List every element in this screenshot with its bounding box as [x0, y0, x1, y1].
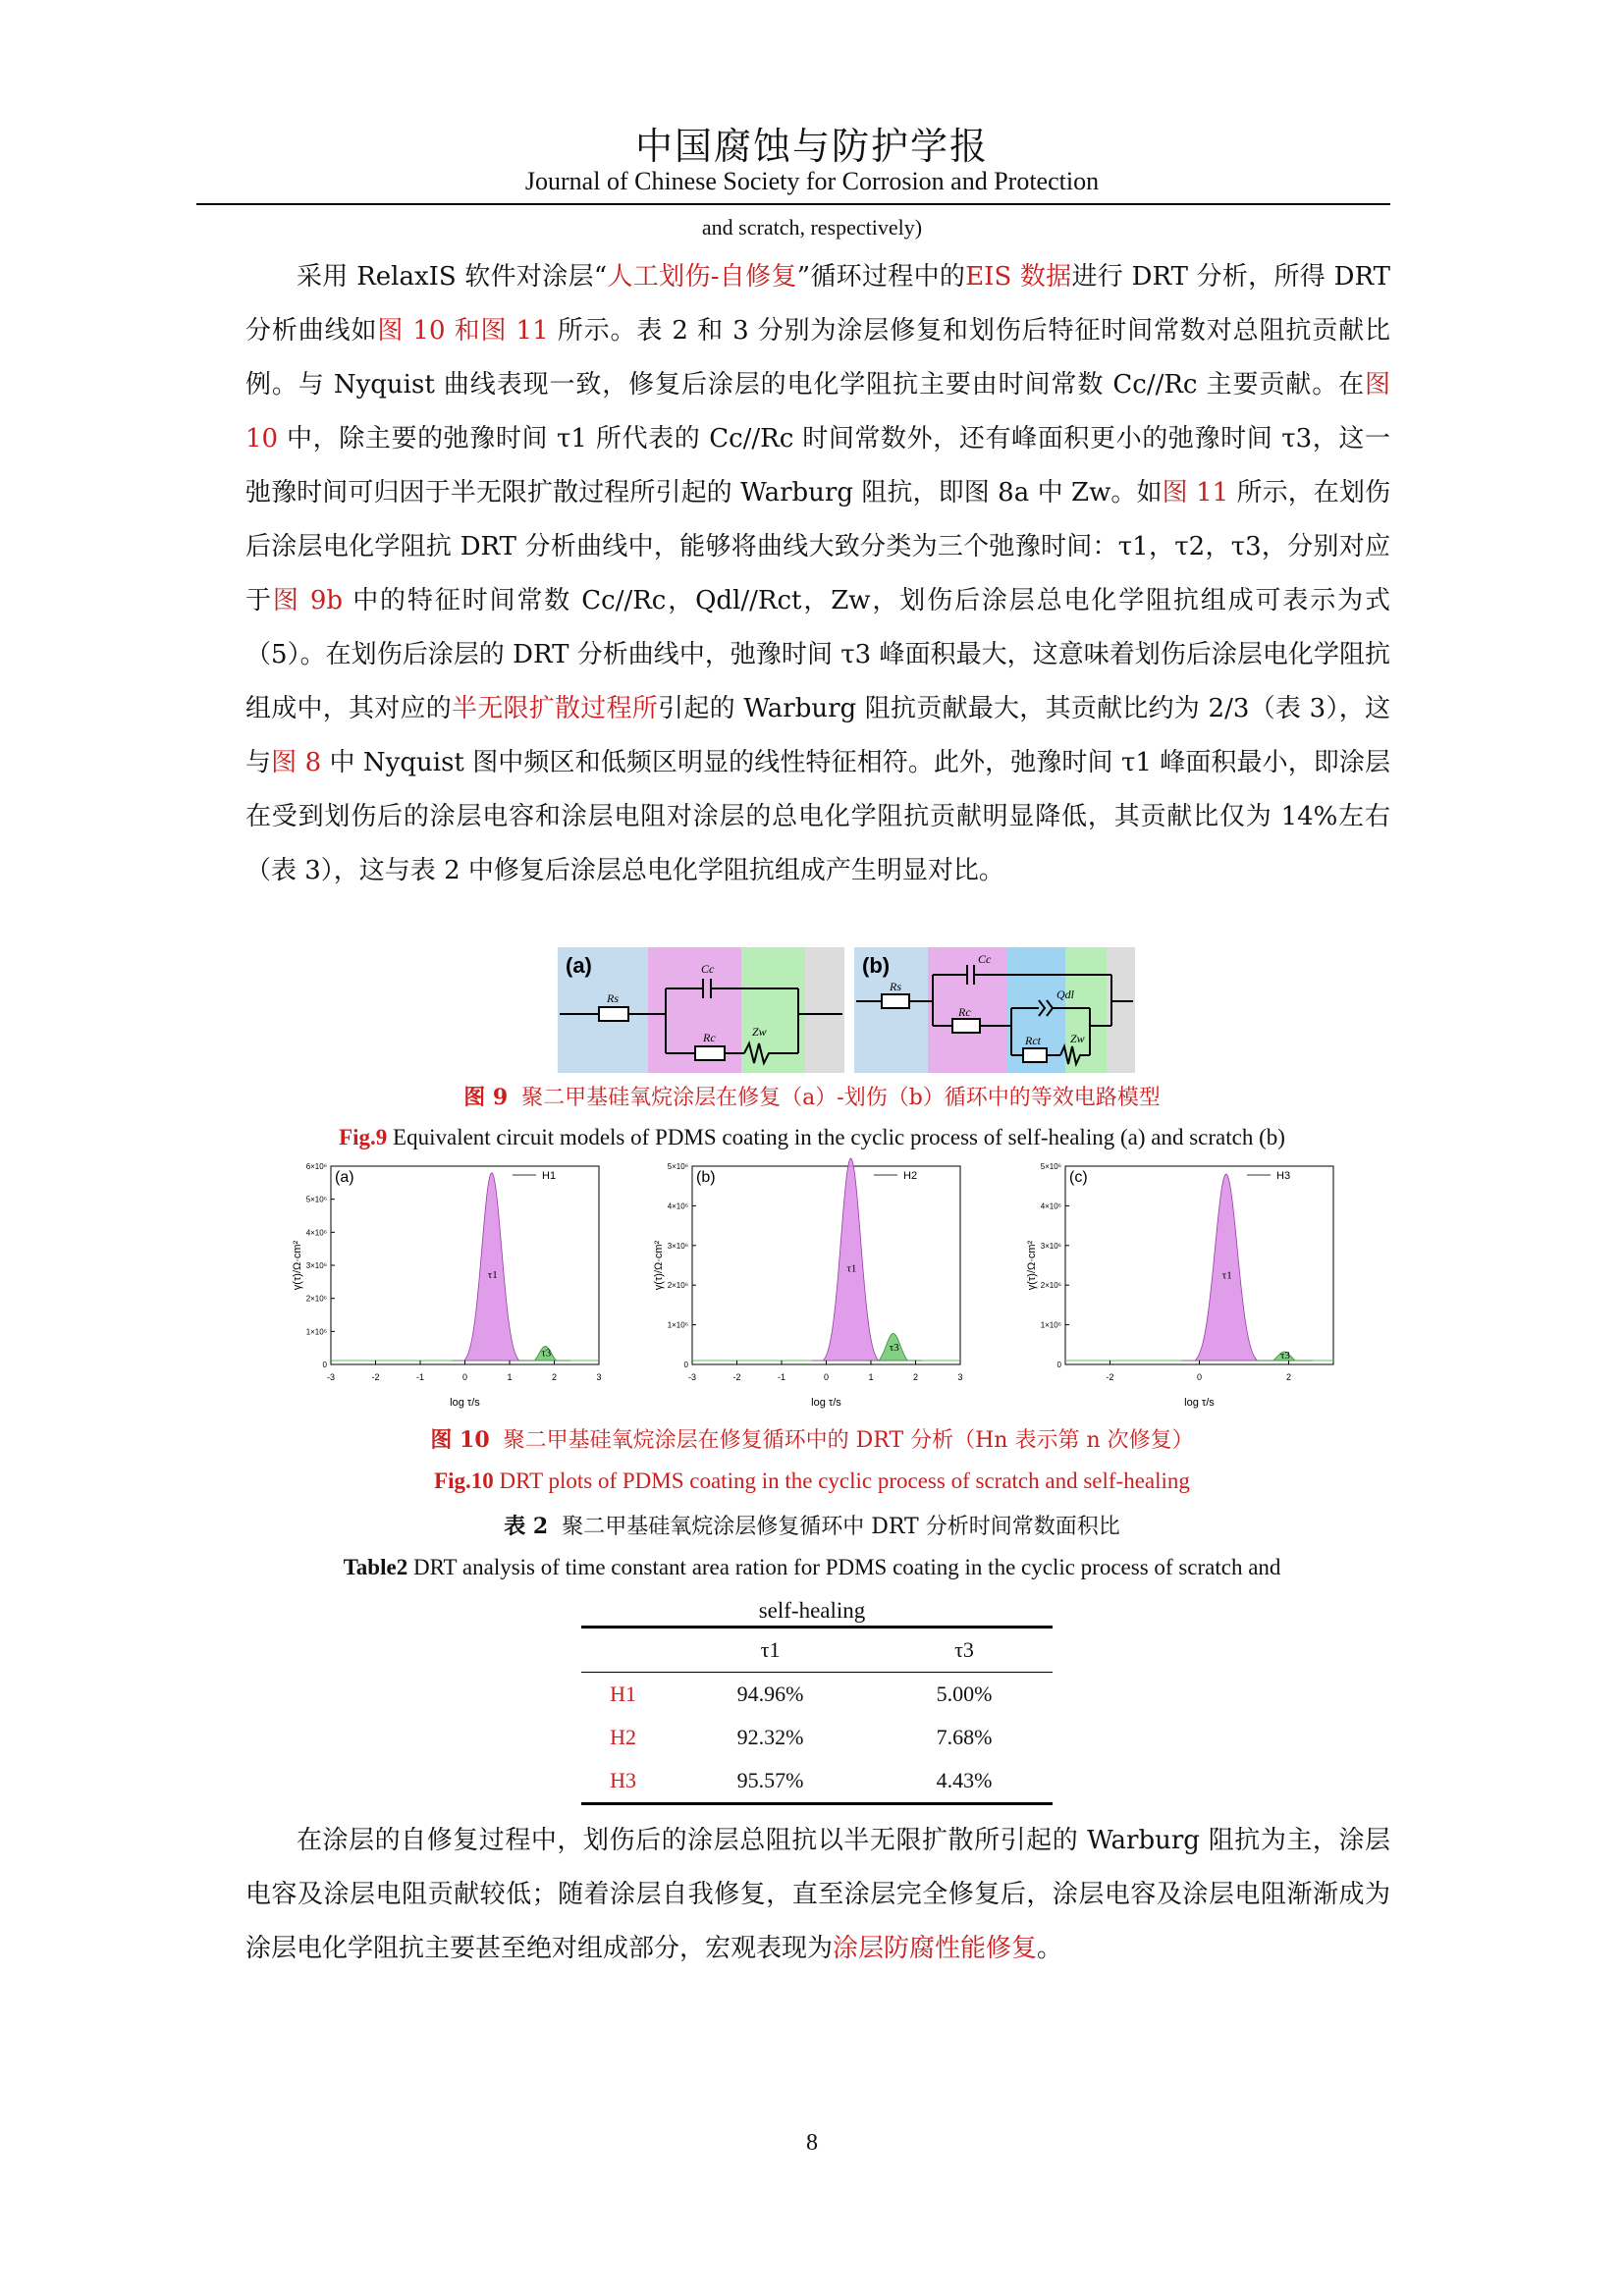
label-rc: Rc: [958, 1005, 971, 1019]
table2-text-cn: 聚二甲基硅氧烷涂层修复循环中 DRT 分析时间常数面积比: [562, 1515, 1120, 1539]
p1-text-3: 进行 DRT 分析，所得 DRT 分析曲线如: [245, 262, 1390, 346]
y-tick-label: 0: [1056, 1361, 1061, 1369]
table-cell: 7.68%: [936, 1725, 993, 1749]
plot-frame: [331, 1166, 599, 1364]
panel-label-b: (b): [862, 953, 891, 978]
peak-label: τ3: [889, 1341, 899, 1354]
x-tick-label: -3: [687, 1372, 697, 1382]
p1-ref-fig9b: 图 9b: [272, 586, 344, 615]
x-axis-label: log τ/s: [811, 1397, 841, 1409]
table2-caption-cn: [0, 1510, 1624, 1540]
p1-ref-fig10-11: 图 10 和图 11: [377, 316, 549, 346]
y-tick-label: 6×10⁶: [305, 1162, 327, 1171]
panel-label: (b): [696, 1169, 716, 1186]
label-zw: Zw: [1070, 1032, 1085, 1045]
fig9-caption-en: [0, 1125, 1624, 1150]
table-cell: 95.57%: [736, 1768, 804, 1792]
x-tick-label: -2: [371, 1372, 380, 1382]
fig9-text-en: Equivalent circuit models of PDMS coating in the cyclic process of self-healing (a) and scratch (b): [393, 1125, 1285, 1149]
table2: [581, 1626, 1053, 1805]
header-cell: τ3: [954, 1637, 974, 1662]
p1-text-1: 采用 RelaxIS 软件对涂层“: [297, 262, 608, 292]
journal-title-cn: 中国腐蚀与防护学报: [634, 125, 989, 168]
legend-label: H3: [1276, 1170, 1291, 1182]
table-cell: 94.96%: [736, 1682, 804, 1706]
p1-text-2: ”循环过程中的: [796, 262, 966, 292]
fig10-label-en: Fig.10: [434, 1468, 494, 1493]
fig10-caption-en: [0, 1468, 1624, 1494]
fig9-label-cn: 图 9: [463, 1085, 509, 1110]
zone-grey: [805, 947, 844, 1073]
x-tick-label: 0: [823, 1372, 830, 1382]
p2-text-1: 在涂层的自修复过程中，划伤后的涂层总阻抗以半无限扩散所引起的 Warburg 阻抗为主，涂层电容及涂层电阻贡献较低；随着涂层自我修复，直至涂层完全修复后，涂层电容及涂层电阻渐渐成为涂层电化学阻抗主要甚至绝对组成部分，宏观表现为: [245, 1826, 1390, 1963]
fig9-label-en: Fig.9: [339, 1125, 388, 1149]
row-label: H2: [610, 1725, 637, 1749]
x-tick-label: 0: [1196, 1372, 1203, 1382]
y-tick-label: 0: [322, 1361, 327, 1369]
row-label: H1: [610, 1682, 637, 1706]
label-zw: Zw: [752, 1025, 767, 1039]
drt-chart-b: [648, 1156, 972, 1412]
fig10-label-cn: 图 10: [430, 1427, 490, 1453]
panel-label-a: (a): [566, 953, 592, 978]
y-tick-label: 5×10⁶: [667, 1162, 688, 1171]
x-tick-label: -3: [326, 1372, 336, 1382]
table-row: [581, 1716, 1053, 1759]
circuit-a: [558, 947, 844, 1073]
p1-text-8: 引起的 Warburg 阻抗贡献最大，其贡献比约为 2/3（表 3），这与: [245, 694, 1390, 777]
peak-area-tau1: [453, 1173, 531, 1361]
table-cell: 4.43%: [936, 1768, 993, 1792]
panel-label: (a): [335, 1169, 354, 1186]
y-tick-label: 1×10⁶: [1040, 1320, 1061, 1330]
plot-frame: [692, 1166, 960, 1364]
fig10-caption-cn: [0, 1423, 1624, 1454]
p1-text-6: 所示，在划伤后涂层电化学阻抗 DRT 分析曲线中，能够将曲线大致分类为三个弛豫时间：τ1，τ2，τ3，分别对应于: [245, 478, 1390, 615]
x-tick-label: -1: [777, 1372, 786, 1382]
p2-text-2: 。: [1037, 1934, 1063, 1963]
p1-ref-fig10: 图 10: [245, 370, 1390, 454]
y-tick-label: 2×10⁶: [667, 1281, 688, 1291]
y-tick-label: 3×10⁶: [1040, 1241, 1061, 1251]
peak-label: τ1: [1221, 1269, 1232, 1282]
peak-label: τ1: [487, 1269, 498, 1282]
fig10-text-en: DRT plots of PDMS coating in the cyclic process of scratch and self-healing: [499, 1468, 1190, 1493]
circuit-b: [854, 947, 1135, 1073]
table2-caption-en-1: [0, 1555, 1624, 1580]
paragraph-self-healing: [245, 1814, 1390, 1976]
page-number: 8: [806, 2130, 818, 2156]
row-label: H3: [610, 1768, 637, 1792]
drt-chart-c: [1021, 1156, 1345, 1412]
x-tick-label: 1: [868, 1372, 874, 1382]
zone-w: [1065, 947, 1107, 1073]
fig9-text-cn: 聚二甲基硅氧烷涂层在修复（a）-划伤（b）循环中的等效电路模型: [521, 1086, 1161, 1110]
table2-text-en-1: DRT analysis of time constant area ration for PDMS coating in the cyclic process of scratch and: [412, 1555, 1281, 1579]
y-tick-label: 5×10⁶: [305, 1195, 327, 1204]
x-tick-label: -2: [732, 1372, 741, 1382]
y-axis-label: γ(τ)/Ω·cm²: [292, 1240, 303, 1291]
table-cell: 92.32%: [736, 1725, 804, 1749]
y-tick-label: 3×10⁶: [667, 1241, 688, 1251]
peak-label: τ1: [846, 1262, 857, 1275]
y-tick-label: 1×10⁶: [667, 1320, 688, 1330]
label-rs: Rs: [607, 991, 619, 1005]
header-cell: [581, 1628, 665, 1673]
y-tick-label: 3×10⁶: [305, 1261, 327, 1270]
table-cell: 5.00%: [936, 1682, 993, 1706]
y-tick-label: 1×10⁶: [305, 1327, 327, 1337]
drt-chart-a: [287, 1156, 611, 1412]
legend-label: H1: [542, 1170, 557, 1182]
label-rct: Rct: [1025, 1034, 1041, 1047]
label-qdl: Qdl: [1056, 988, 1074, 1001]
y-tick-label: 2×10⁶: [305, 1294, 327, 1304]
table2-label-cn: 表 2: [504, 1514, 549, 1539]
y-tick-label: 2×10⁶: [1040, 1281, 1061, 1291]
journal-title-en: Journal of Chinese Society for Corrosion and Protection: [524, 167, 1100, 195]
paragraph-drt-analysis: [245, 250, 1390, 898]
header-cell: τ1: [760, 1637, 781, 1662]
table2-caption-en-2: self-healing: [758, 1598, 866, 1623]
plot-frame: [1065, 1166, 1333, 1364]
p1-ref-diffusion: 半无限扩散过程所: [452, 694, 659, 723]
header-rule: [196, 203, 1390, 205]
p1-ref-eis-data: EIS 数据: [965, 262, 1072, 292]
p1-text-4: 所示。表 2 和 3 分别为涂层修复和划伤后特征时间常数对总阻抗贡献比例。与 Nyquist 曲线表现一致，修复后涂层的电化学阻抗主要由时间常数 Cc//Rc 主要贡献。在: [245, 316, 1390, 400]
label-rc: Rc: [703, 1031, 716, 1044]
label-cc: Cc: [978, 952, 992, 966]
x-tick-label: 2: [1285, 1372, 1292, 1382]
p1-ref-fig11: 图 11: [1162, 478, 1229, 507]
x-tick-label: 3: [957, 1372, 963, 1382]
peak-area-tau1: [811, 1158, 890, 1361]
p1-ref-scratch-heal: 人工划伤-自修复: [607, 262, 797, 292]
table2-label-en: Table2: [343, 1555, 408, 1579]
label-cc: Cc: [701, 962, 715, 976]
previous-caption-tail: and scratch, respectively): [701, 215, 923, 240]
x-tick-label: 2: [551, 1372, 558, 1382]
x-tick-label: -1: [415, 1372, 425, 1382]
y-axis-label: γ(τ)/Ω·cm²: [1026, 1240, 1038, 1291]
x-tick-label: -2: [1106, 1372, 1114, 1382]
peak-label: τ3: [541, 1347, 552, 1360]
x-tick-label: 3: [596, 1372, 602, 1382]
x-axis-label: log τ/s: [450, 1397, 480, 1409]
p1-text-9: 中 Nyquist 图中频区和低频区明显的线性特征相符。此外，弛豫时间 τ1 峰面积最小，即涂层在受到划伤后的涂层电容和涂层电阻对涂层的总电化学阻抗贡献明显降低，其贡献比仅为 14%左右（表 3），这与表 2 中修复后涂层总电化学阻抗组成产生明显对比。: [245, 748, 1390, 885]
table-row: [581, 1673, 1053, 1717]
label-rs: Rs: [890, 980, 901, 993]
y-tick-label: 0: [683, 1361, 688, 1369]
y-tick-label: 4×10⁶: [305, 1228, 327, 1238]
y-tick-label: 4×10⁶: [667, 1201, 688, 1211]
p2-ref-anticorrosion: 涂层防腐性能修复: [833, 1934, 1038, 1963]
y-tick-label: 4×10⁶: [1040, 1201, 1061, 1211]
peak-label: τ3: [1279, 1350, 1290, 1362]
p1-ref-fig8: 图 8: [271, 748, 322, 777]
p1-text-7: 中的特征时间常数 Cc//Rc，Qdl//Rct，Zw，划伤后涂层总电化学阻抗组成可表示为式（5）。在划伤后涂层的 DRT 分析曲线中，弛豫时间 τ3 峰面积最大，这意味着划伤后涂层电化学阻抗组成中，其对应的: [245, 586, 1390, 723]
peak-area-tau1: [1181, 1174, 1271, 1361]
x-axis-label: log τ/s: [1184, 1397, 1215, 1409]
fig9-caption-cn: [0, 1081, 1624, 1111]
legend-label: H2: [903, 1170, 918, 1182]
x-tick-label: 2: [912, 1372, 919, 1382]
y-axis-label: γ(τ)/Ω·cm²: [653, 1240, 665, 1291]
x-tick-label: 1: [507, 1372, 513, 1382]
table-row: [581, 1759, 1053, 1804]
fig10-text-cn: 聚二甲基硅氧烷涂层在修复循环中的 DRT 分析（Hn 表示第 n 次修复）: [503, 1428, 1194, 1453]
table-header-row: [581, 1628, 1053, 1673]
x-tick-label: 0: [461, 1372, 468, 1382]
y-tick-label: 5×10⁶: [1040, 1162, 1061, 1171]
panel-label: (c): [1069, 1169, 1088, 1186]
p1-text-5: 中，除主要的弛豫时间 τ1 所代表的 Cc//Rc 时间常数外，还有峰面积更小的弛豫时间 τ3，这一弛豫时间可归因于半无限扩散过程所引起的 Warburg 阻抗，即图 8a 中 Zw。如: [245, 424, 1390, 507]
